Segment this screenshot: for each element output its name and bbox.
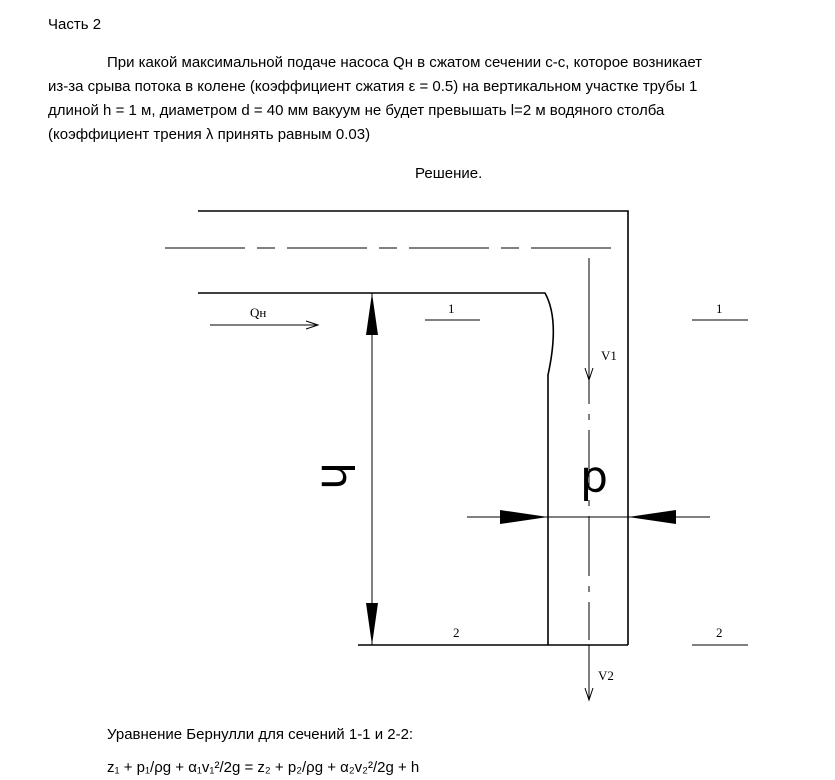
bernoulli-title: Уравнение Бернулли для сечений 1-1 и 2-2:	[107, 726, 414, 743]
problem-line-4: (коэффициент трения λ принять равным 0.03)	[48, 126, 371, 143]
problem-line-2: из-за срыва потока в колене (коэффициент сжатия ε = 0.5) на вертикальном участке трубы 1	[48, 78, 698, 95]
h-arrow-top	[366, 293, 378, 335]
outer-pipe-wall	[198, 211, 628, 645]
section-1-label-right: 1	[716, 301, 723, 316]
section-heading: Часть 2	[48, 16, 102, 33]
inner-pipe-wall	[198, 293, 553, 645]
section-2-label: 2	[453, 625, 460, 640]
d-arrow-left	[500, 510, 548, 524]
v2-label: V2	[598, 668, 614, 683]
bernoulli-equation: z₁ + p₁/ρg + α₁v₁²/2g = z₂ + p₂/ρg + α₂v₂²/2g + h	[107, 759, 420, 776]
solution-title: Решение.	[415, 165, 483, 182]
problem-line-1: При какой максимальной подаче насоса Qн в сжатом сечении с-с, которое возникает	[107, 54, 703, 71]
h-arrow-bottom	[366, 603, 378, 645]
section-1-label: 1	[448, 301, 455, 316]
h-label: h	[311, 462, 362, 490]
problem-line-3: длиной h = 1 м, диаметром d = 40 мм вакуум не будет превышать l=2 м водяного столба	[48, 102, 665, 119]
v1-label: V1	[601, 348, 617, 363]
d-arrow-right	[628, 510, 676, 524]
q-label: Qн	[250, 305, 267, 320]
d-label: d	[580, 457, 608, 508]
section-2-label-right: 2	[716, 625, 723, 640]
